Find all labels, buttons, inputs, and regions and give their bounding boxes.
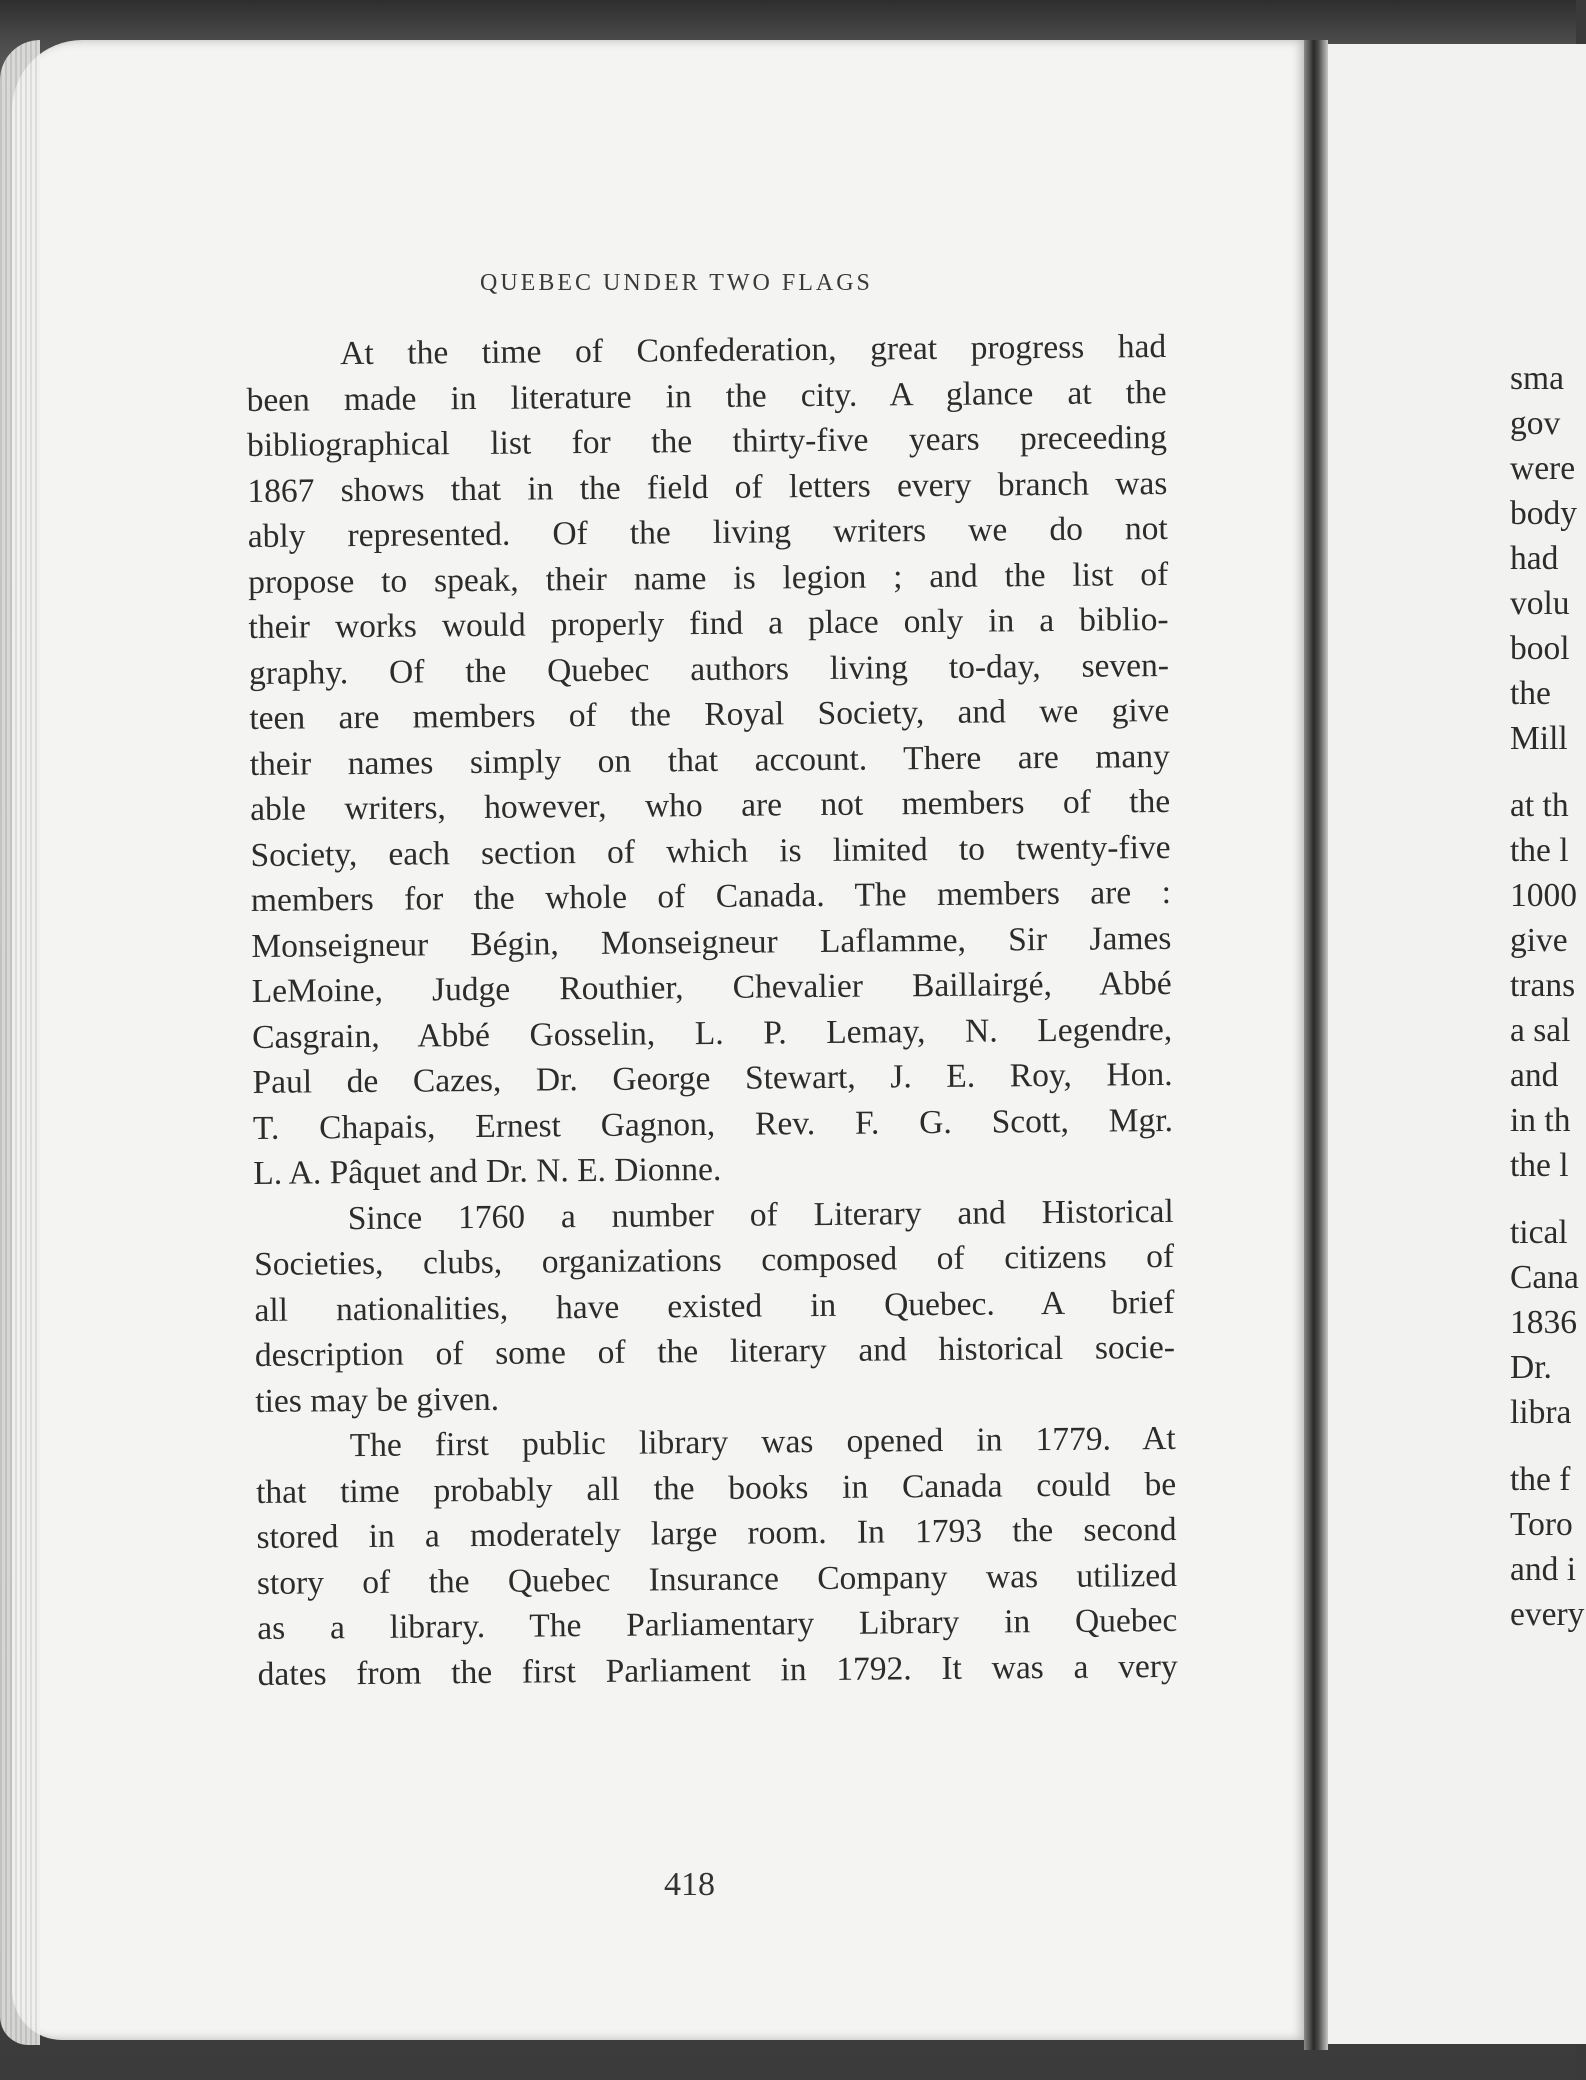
facing-line-fragment: the f [1510,1461,1571,1498]
text-line: members for the whole of Canada. The members are : [250,873,1172,919]
facing-line-fragment: every [1510,1596,1585,1633]
facing-line-fragment: gov [1510,405,1561,442]
paragraph-2 [254,1188,1176,1424]
fragment-gap [1510,1188,1580,1210]
text-line: their works would properly find a place only in a biblio- [248,600,1169,646]
facing-line-fragment: Cana [1510,1259,1579,1296]
text-line: stored in a moderately large room. In 1793 the second [256,1510,1177,1556]
facing-line-fragment: and [1510,1057,1559,1094]
text-line: LeMoine, Judge Routhier, Chevalier Baillairgé, Abbé [251,964,1172,1010]
text-line: ably represented. Of the living writers we do not [247,509,1168,555]
text-line: able writers, however, who are not members of the [250,782,1171,828]
page-number: 418 [664,1866,715,1903]
text-line: ties may be given. [255,1380,500,1420]
facing-line-fragment: the l [1510,832,1569,869]
facing-line-fragment: were [1510,450,1576,487]
body-text [246,324,1178,1697]
facing-line-fragment: libra [1510,1394,1572,1431]
facing-line-fragment: bool [1510,630,1570,667]
facing-line-fragment: had [1510,540,1559,577]
facing-line-fragment: Toro [1510,1506,1573,1543]
facing-page-fragments [1510,356,1585,1637]
text-line: Casgrain, Abbé Gosselin, L. P. Lemay, N. Legendre, [251,1010,1173,1056]
text-line: been made in literature in the city. A glance at the [246,373,1167,419]
text-line: Since 1760 a number of Literary and Historical [347,1192,1174,1237]
text-line: bibliographical list for the thirty-five years preceeding [246,418,1168,464]
text-line: Monseigneur Bégin, Monseigneur Laflamme, Sir James [251,919,1172,965]
text-line: their names simply on that account. There are many [249,737,1170,783]
running-head: QUEBEC UNDER TWO FLAGS [480,270,873,296]
text-line: as a library. The Parliamentary Library in Quebec [257,1601,1178,1647]
text-line: that time probably all the books in Canada could be [255,1465,1177,1511]
book-gutter [1304,40,1328,2050]
text-line: Paul de Cazes, Dr. George Stewart, J. E. Roy, Hon. [252,1055,1173,1101]
facing-line-fragment: 1000 [1510,877,1577,914]
text-line: all nationalities, have existed in Quebec. A brief [254,1283,1175,1329]
paragraph-3 [256,1416,1178,1697]
facing-line-fragment: sma [1510,360,1564,397]
text-line: At the time of Confederation, great progress had [340,327,1167,373]
facing-line-fragment: at th [1510,787,1569,824]
text-line: dates from the first Parliament in 1792. It was a very [257,1647,1178,1693]
facing-line-fragment: trans [1510,967,1576,1004]
paragraph-1 [246,324,1174,1196]
text-line: teen are members of the Royal Society, and we give [249,691,1170,737]
text-line: L. A. Pâquet and Dr. N. E. Dionne. [253,1150,722,1192]
facing-line-fragment: Dr. [1510,1349,1552,1386]
text-line: The first public library was opened in 1779. At [349,1419,1176,1465]
facing-line-fragment: give [1510,922,1568,959]
facing-line-fragment: volu [1510,585,1570,622]
text-line: story of the Quebec Insurance Company was utilized [256,1556,1178,1602]
text-line: Societies, clubs, organizations composed of citizens of [253,1237,1175,1283]
text-line: description of some of the literary and historical socie- [254,1328,1176,1374]
facing-line-fragment: body [1510,495,1577,532]
text-line: propose to speak, their name is legion ; and the list of [248,555,1169,601]
page-edges [0,40,40,2045]
facing-line-fragment: the [1510,675,1551,712]
fragment-gap [1510,761,1580,783]
facing-line-fragment: tical [1510,1214,1568,1251]
text-line: Society, each section of which is limited to twenty-five [250,828,1171,874]
text-line: T. Chapais, Ernest Gagnon, Rev. F. G. Scott, Mgr. [252,1101,1174,1147]
facing-line-fragment: 1836 [1510,1304,1577,1341]
facing-line-fragment: in th [1510,1102,1571,1139]
fragment-gap [1510,1435,1580,1457]
text-line: 1867 shows that in the field of letters every branch was [247,464,1168,510]
facing-line-fragment: the l [1510,1147,1569,1184]
facing-line-fragment: and i [1510,1551,1577,1588]
text-line: graphy. Of the Quebec authors living to-day, seven- [248,646,1170,692]
facing-line-fragment: a sal [1510,1012,1571,1049]
facing-line-fragment: Mill [1510,720,1568,757]
